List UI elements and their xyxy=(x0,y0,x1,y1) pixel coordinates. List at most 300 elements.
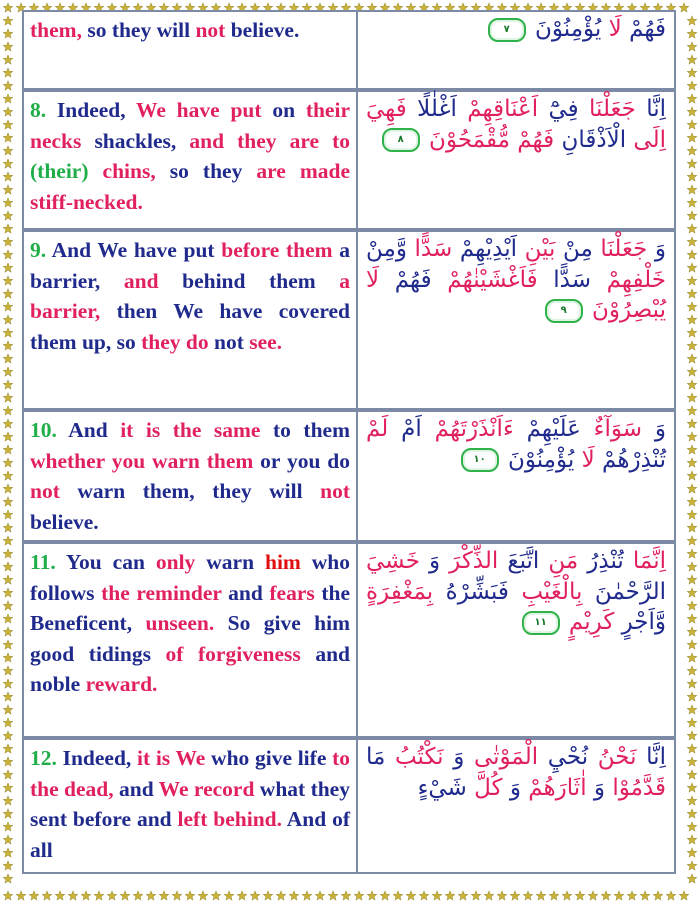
star-icon xyxy=(250,891,260,900)
star-icon xyxy=(159,891,169,900)
star-icon xyxy=(687,861,697,870)
star-icon xyxy=(341,891,351,900)
star-icon xyxy=(445,891,455,900)
star-icon xyxy=(3,302,13,311)
star-icon xyxy=(687,237,697,246)
star-icon xyxy=(81,891,91,900)
english-translation xyxy=(24,12,358,88)
text-segment: Indeed, xyxy=(56,746,137,770)
text-segment: مِنْ xyxy=(555,236,593,262)
star-icon xyxy=(3,133,13,142)
text-segment: a barrier, xyxy=(30,238,350,293)
text-segment: warn them, they will xyxy=(59,479,321,503)
star-icon xyxy=(687,575,697,584)
text-segment: not xyxy=(195,18,226,42)
star-icon xyxy=(3,432,13,441)
text-segment: And We have put xyxy=(46,238,222,262)
star-icon xyxy=(3,718,13,727)
text-segment: بِمَغْفِرَةٍ xyxy=(366,578,434,605)
star-icon xyxy=(687,744,697,753)
star-icon xyxy=(3,276,13,285)
star-icon xyxy=(55,891,65,900)
verse-row-8 xyxy=(22,90,676,230)
star-icon xyxy=(687,588,697,597)
text-segment: وَّمِنْ xyxy=(366,236,407,262)
text-segment: اِنَّمَا xyxy=(623,548,666,574)
english-translation xyxy=(24,740,358,872)
verse-number: ٧ xyxy=(503,23,510,35)
star-icon xyxy=(419,891,429,900)
text-segment: unseen. xyxy=(145,611,215,635)
text-segment: before them xyxy=(221,238,333,262)
star-icon xyxy=(687,81,697,90)
verse-end-marker-icon xyxy=(522,611,560,635)
star-icon xyxy=(68,891,78,900)
text-segment: فَهُمْ xyxy=(379,266,432,293)
text-segment: نَحْنُ xyxy=(588,744,637,770)
text-segment: مَا xyxy=(366,744,386,770)
star-icon xyxy=(146,891,156,900)
text-segment: كُلَّ xyxy=(466,774,503,801)
text-segment: اَغْلٰلًا xyxy=(406,96,457,122)
star-icon xyxy=(510,891,520,900)
text-segment: اَمْ xyxy=(388,416,422,442)
star-icon xyxy=(687,809,697,818)
star-icon xyxy=(3,68,13,77)
text-segment: warn xyxy=(195,550,265,574)
star-icon xyxy=(687,120,697,129)
star-icon xyxy=(687,406,697,415)
text-segment: shackles, xyxy=(81,128,190,153)
star-icon xyxy=(3,874,13,883)
star-icon xyxy=(687,68,697,77)
star-icon xyxy=(3,523,13,532)
text-segment: فَاَغْشَيْنٰهُمْ xyxy=(431,266,538,293)
star-icon xyxy=(687,536,697,545)
star-icon xyxy=(687,432,697,441)
star-icon xyxy=(523,891,533,900)
star-icon xyxy=(687,185,697,194)
star-icon xyxy=(3,341,13,350)
star-icon xyxy=(687,458,697,467)
text-segment: 8. xyxy=(30,98,47,122)
verse-row-11 xyxy=(22,542,676,738)
text-segment: وَ xyxy=(586,774,606,801)
text-segment: مَنِ xyxy=(539,548,579,574)
text-segment: And xyxy=(56,418,121,442)
text-segment: اِلَى xyxy=(626,126,666,153)
star-icon xyxy=(315,891,325,900)
star-icon xyxy=(687,354,697,363)
star-icon xyxy=(3,744,13,753)
star-icon xyxy=(687,471,697,480)
verse-end-marker-icon xyxy=(545,299,583,323)
star-icon xyxy=(3,679,13,688)
text-segment: الرَّحْمٰنَ xyxy=(582,578,666,605)
text-segment: and xyxy=(113,776,159,801)
verse-end-marker-icon xyxy=(488,18,526,42)
star-icon xyxy=(3,419,13,428)
text-segment: to them xyxy=(260,418,350,442)
star-icon xyxy=(687,133,697,142)
star-icon xyxy=(3,497,13,506)
star-icon xyxy=(536,891,546,900)
star-icon xyxy=(687,263,697,272)
star-icon xyxy=(3,29,13,38)
text-segment: only xyxy=(155,550,196,574)
text-segment: not xyxy=(30,479,60,503)
text-segment: see. xyxy=(243,329,283,354)
star-icon xyxy=(687,484,697,493)
star-icon xyxy=(42,891,52,900)
text-segment: it is the same xyxy=(120,418,261,442)
star-icon xyxy=(367,891,377,900)
star-icon xyxy=(687,276,697,285)
verse-number: ٨ xyxy=(397,134,404,145)
star-icon xyxy=(687,172,697,181)
text-segment: اٰثَارَهُمْ xyxy=(520,774,587,801)
star-icon xyxy=(687,718,697,727)
text-segment: chins, xyxy=(88,159,156,183)
text-segment: ءَاَنْذَرْتَهُمْ xyxy=(421,416,514,442)
star-icon xyxy=(687,731,697,740)
text-segment: behind them xyxy=(158,268,340,293)
star-icon xyxy=(3,510,13,519)
star-icon xyxy=(3,861,13,870)
text-segment: who follows xyxy=(30,550,351,605)
star-icon xyxy=(687,692,697,701)
star-icon xyxy=(3,627,13,636)
star-icon xyxy=(3,237,13,246)
text-segment: لَا xyxy=(601,16,622,42)
text-segment: of forgiveness xyxy=(165,641,301,666)
star-icon xyxy=(406,891,416,900)
text-segment: are made stiff-necked. xyxy=(30,159,351,214)
star-icon xyxy=(3,81,13,90)
star-icon xyxy=(3,198,13,207)
star-icon xyxy=(687,679,697,688)
star-icon xyxy=(687,848,697,857)
star-icon xyxy=(224,891,234,900)
star-icon xyxy=(3,172,13,181)
star-icon xyxy=(3,588,13,597)
star-icon xyxy=(3,289,13,298)
text-segment: يُؤْمِنُوْنَ xyxy=(507,446,575,473)
text-segment: مُّقْمَحُوْنَ xyxy=(429,126,510,153)
star-icon xyxy=(3,263,13,272)
star-icon xyxy=(3,367,13,376)
star-icon xyxy=(3,328,13,337)
star-icon xyxy=(3,445,13,454)
star-icon xyxy=(601,891,611,900)
text-segment: الذِّكْرَ xyxy=(440,548,499,574)
star-icon xyxy=(3,159,13,168)
text-segment: a barrier, xyxy=(30,268,350,323)
text-segment: so they xyxy=(155,159,257,183)
star-icon xyxy=(3,796,13,805)
text-segment: them, xyxy=(30,18,82,42)
star-icon xyxy=(687,224,697,233)
star-icon xyxy=(549,891,559,900)
text-segment: 11. xyxy=(30,550,56,574)
text-segment: believe. xyxy=(225,18,300,42)
text-segment: سَدًّا xyxy=(537,266,591,293)
star-icon xyxy=(3,354,13,363)
verse-row-10 xyxy=(22,410,676,542)
star-icon xyxy=(687,523,697,532)
star-icon xyxy=(3,94,13,103)
star-icon xyxy=(172,891,182,900)
text-segment: not xyxy=(320,479,350,503)
text-segment: the reminder xyxy=(101,580,222,605)
star-icon xyxy=(687,367,697,376)
star-icon xyxy=(687,42,697,51)
star-icon xyxy=(687,341,697,350)
star-icon xyxy=(687,250,697,259)
english-translation xyxy=(24,232,358,408)
star-icon xyxy=(484,891,494,900)
star-icon xyxy=(687,302,697,311)
star-icon xyxy=(3,653,13,662)
text-segment: سَدًّا xyxy=(406,236,453,262)
star-icon xyxy=(107,891,117,900)
text-segment: فَهُمْ xyxy=(509,126,555,153)
star-icon xyxy=(3,120,13,129)
star-icon xyxy=(687,757,697,766)
star-icon xyxy=(3,380,13,389)
star-icon xyxy=(3,692,13,701)
star-icon xyxy=(133,891,143,900)
text-segment: then We have covered them up, so xyxy=(30,299,350,354)
arabic-text xyxy=(358,412,674,540)
star-icon xyxy=(3,822,13,831)
text-segment: who give life xyxy=(205,746,333,770)
star-icon xyxy=(687,419,697,428)
star-icon xyxy=(3,562,13,571)
star-icon xyxy=(687,159,697,168)
star-icon xyxy=(679,3,689,12)
star-icon xyxy=(653,891,663,900)
star-icon xyxy=(29,891,39,900)
star-icon xyxy=(432,891,442,900)
star-icon xyxy=(94,891,104,900)
english-translation xyxy=(24,412,358,540)
star-icon xyxy=(687,107,697,116)
star-icon xyxy=(3,42,13,51)
star-icon xyxy=(3,757,13,766)
text-segment: تُنْذِرُ xyxy=(578,548,624,574)
star-icon xyxy=(687,497,697,506)
star-icon xyxy=(185,891,195,900)
star-icon xyxy=(120,891,130,900)
star-icon xyxy=(3,601,13,610)
text-segment: كَرِيْمٍ xyxy=(568,609,615,635)
star-icon xyxy=(3,406,13,415)
text-segment: We have put xyxy=(136,98,262,122)
text-segment: الْاَذْقَانِ xyxy=(554,126,627,153)
text-segment: فَهِيَ xyxy=(366,96,407,122)
text-segment: لَمْ xyxy=(366,416,389,442)
star-icon xyxy=(3,458,13,467)
star-icon xyxy=(687,315,697,324)
text-segment: 9. xyxy=(30,238,47,262)
star-icon xyxy=(3,835,13,844)
text-segment: they do xyxy=(141,329,209,354)
star-icon xyxy=(687,705,697,714)
star-icon xyxy=(687,783,697,792)
star-icon xyxy=(3,55,13,64)
star-icon xyxy=(289,891,299,900)
star-icon xyxy=(687,796,697,805)
text-segment: So give him good tidings xyxy=(30,611,350,666)
star-icon xyxy=(3,484,13,493)
star-icon xyxy=(687,393,697,402)
english-translation xyxy=(24,544,358,736)
star-icon xyxy=(687,445,697,454)
text-segment: تُنْذِرْهُمْ xyxy=(594,446,666,473)
star-icon xyxy=(687,874,697,883)
star-icon xyxy=(471,891,481,900)
text-segment: fears xyxy=(269,580,315,605)
text-segment: فِيْٓ xyxy=(538,96,579,122)
star-icon xyxy=(3,731,13,740)
star-icon xyxy=(3,809,13,818)
text-segment: نَكْتُبُ xyxy=(385,744,444,770)
text-segment: whether you warn them xyxy=(30,448,254,473)
text-segment: not xyxy=(208,329,244,354)
star-icon xyxy=(679,891,689,900)
text-segment: reward. xyxy=(85,672,158,696)
star-icon xyxy=(3,16,13,25)
text-segment: and xyxy=(123,268,159,293)
text-segment: خَشِيَ xyxy=(366,548,420,574)
star-icon xyxy=(458,891,468,900)
text-segment: لَا xyxy=(574,446,595,473)
star-icon xyxy=(211,891,221,900)
text-segment: اَيْدِيْهِمْ xyxy=(452,236,518,262)
star-icon xyxy=(687,29,697,38)
text-segment: فَبَشِّرْهُ xyxy=(433,578,509,605)
star-icon xyxy=(302,891,312,900)
text-segment: نُحْيِ xyxy=(538,744,589,770)
text-segment: الْمَوْتٰى xyxy=(464,744,539,770)
text-segment: بَيْنِ xyxy=(517,236,556,262)
star-icon xyxy=(3,107,13,116)
arabic-text xyxy=(358,12,674,88)
star-icon xyxy=(380,891,390,900)
text-segment: to the dead, xyxy=(30,746,350,801)
star-icon xyxy=(575,891,585,900)
text-segment: شَيْءٍ xyxy=(417,774,467,801)
star-icon xyxy=(3,848,13,857)
star-icon xyxy=(3,783,13,792)
star-icon xyxy=(354,891,364,900)
text-segment: and xyxy=(221,580,270,605)
text-segment: فَهُمْ xyxy=(621,16,666,42)
text-segment: him xyxy=(264,550,301,574)
text-segment: وَ xyxy=(419,548,441,574)
text-segment: وَ xyxy=(443,744,465,770)
star-icon xyxy=(3,185,13,194)
text-segment: 12. xyxy=(30,746,57,770)
text-segment: خَلْفِهِمْ xyxy=(591,266,667,293)
text-segment: it is We xyxy=(136,746,206,770)
star-icon xyxy=(3,770,13,779)
star-icon xyxy=(237,891,247,900)
english-translation xyxy=(24,92,358,228)
verse-number: ١٠ xyxy=(473,454,486,465)
text-segment: We record xyxy=(158,776,255,801)
text-segment: Indeed, xyxy=(46,98,137,122)
text-segment: يُؤْمِنُوْنَ xyxy=(535,16,602,42)
star-icon xyxy=(3,640,13,649)
text-segment: عَلَيْهِمْ xyxy=(513,416,581,442)
text-segment: on xyxy=(261,98,306,122)
star-icon xyxy=(687,211,697,220)
verse-end-marker-icon xyxy=(382,128,420,152)
text-segment: اتَّبَعَ xyxy=(498,548,540,574)
text-segment: وَّاَجْرٍ xyxy=(614,609,666,635)
text-segment: 10. xyxy=(30,418,57,442)
text-segment: قَدَّمُوْا xyxy=(605,774,666,801)
star-icon xyxy=(687,601,697,610)
text-segment: جَعَلْنَا xyxy=(578,96,636,122)
text-segment: their necks xyxy=(30,98,350,153)
star-icon xyxy=(687,614,697,623)
star-icon xyxy=(687,55,697,64)
text-segment: what they sent before and xyxy=(30,776,350,831)
star-icon xyxy=(198,891,208,900)
text-segment: so they will xyxy=(81,18,196,42)
star-icon xyxy=(687,16,697,25)
text-segment: (their) xyxy=(30,159,89,183)
text-segment: اِنَّا xyxy=(635,96,666,122)
star-icon xyxy=(3,705,13,714)
star-icon xyxy=(687,822,697,831)
star-icon xyxy=(687,549,697,558)
star-icon xyxy=(640,891,650,900)
arabic-text xyxy=(358,544,674,736)
star-icon xyxy=(687,510,697,519)
text-segment: left behind. xyxy=(177,807,282,831)
star-icon xyxy=(687,146,697,155)
star-icon xyxy=(687,94,697,103)
star-icon xyxy=(3,575,13,584)
star-icon xyxy=(687,562,697,571)
star-icon xyxy=(16,891,26,900)
star-icon xyxy=(3,666,13,675)
star-icon xyxy=(263,891,273,900)
star-icon xyxy=(3,3,13,12)
star-icon xyxy=(687,627,697,636)
star-icon xyxy=(666,891,676,900)
text-segment: اِنَّا xyxy=(636,744,666,770)
star-icon xyxy=(3,146,13,155)
star-icon xyxy=(3,393,13,402)
text-segment: وَ xyxy=(502,774,521,801)
text-segment: and they are to xyxy=(189,128,350,153)
text-segment: بِالْغَيْبِ xyxy=(508,578,583,605)
star-icon xyxy=(588,891,598,900)
star-icon xyxy=(562,891,572,900)
star-icon xyxy=(687,666,697,675)
verse-row-9 xyxy=(22,230,676,410)
text-segment: وَ xyxy=(642,416,666,442)
star-icon xyxy=(687,835,697,844)
star-icon xyxy=(614,891,624,900)
text-segment: or you do xyxy=(253,448,350,473)
verse-end-marker-icon xyxy=(461,448,499,472)
